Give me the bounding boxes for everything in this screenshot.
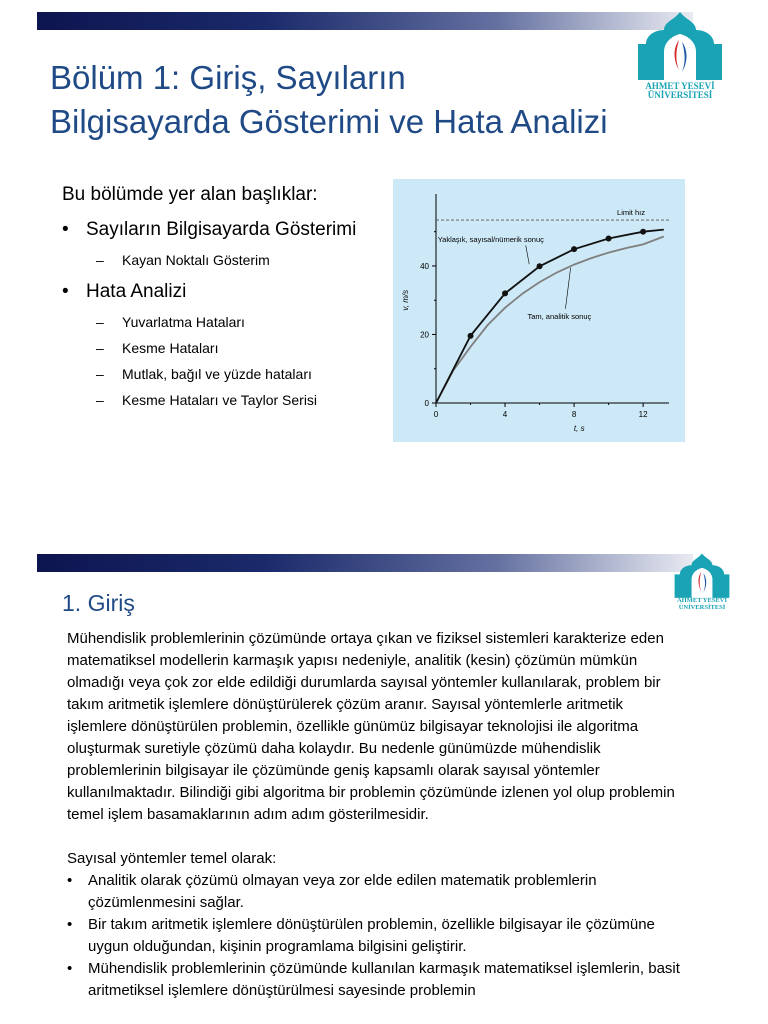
bullet-icon: • (62, 281, 69, 302)
university-logo (672, 552, 732, 616)
topic-item: • Sayıların Bilgisayarda Gösterimi (62, 216, 382, 244)
bullet-icon: • (62, 219, 69, 240)
y-tick-label: 0 (424, 399, 429, 408)
analytic-series-label: Tam, analitik sonuç (527, 312, 592, 322)
logo-caption: AHMET YESEVİ ÜNİVERSİTESİ (676, 597, 728, 611)
list-intro: Sayısal yöntemler temel olarak: (67, 850, 277, 867)
dash-icon: – (96, 314, 104, 330)
x-tick-label: 0 (433, 410, 439, 419)
topics-intro: Bu bölümde yer alan başlıklar: (62, 184, 318, 205)
dash-icon: – (96, 340, 104, 356)
slide-2 (0, 550, 768, 1024)
numeric-data-point (571, 246, 577, 252)
list-item: • Mühendislik problemlerinin çözümünde kullanılan karmaşık matematiksel işlemlerin, basit aritmetiksel işlemlere dönüştürülmesi sayesinde problemin (67, 960, 680, 999)
slide-title (50, 56, 670, 144)
dash-icon: – (96, 252, 104, 268)
slide-separator (0, 540, 768, 550)
x-tick-label: 4 (502, 410, 508, 419)
bullet-icon: • (67, 916, 73, 933)
benefits-list (67, 870, 682, 1002)
list-item: • Analitik olarak çözümü olmayan veya zor elde edilen matematik problemlerin çözümlenmesini sağlar. (67, 872, 597, 911)
numeric-series-label: Yaklaşık, sayısal/nümerik sonuç (437, 234, 544, 244)
dash-icon: – (96, 366, 104, 382)
numeric-data-point (468, 333, 474, 339)
bullet-icon: • (67, 872, 73, 889)
subtopic-item: – Kesme Hataları ve Taylor Serisi (96, 392, 318, 408)
section-title: 1. Giriş (62, 590, 135, 616)
intro-paragraph: Mühendislik problemlerinin çözümünde ortaya çıkan ve fiziksel sistemleri karakterize eden matematiksel modellerin karmaşık yapısı nedeniyle, analitik (kesin) çözümün mümkün olmadığı veya çok zor elde edildiği durumlarda sayısal yöntemler kullanılarak, problem bir takım aritmetik işlemlere dönüştürülerek çözüm aranır. Sayısal yöntemlerle aritmetik işlemlere dönüştürülen problemin, özellikle günümüz bilgisayar teknolojisi ile algoritma oluşturmak suretiyle çözümü daha kolaydır. Bu nedenle günümüzde mühendislik problemlerinin bilgisayar ile çözümünde geniş kapsamlı olarak sayısal yöntemler kullanılmaktadır. Bilindiği gibi algoritma bir problemin çözümünde izlenen yol olup problemin temel işlem basamaklarının adım adım gösterilmesidir. (67, 630, 675, 823)
subtopic-item: – Yuvarlatma Hataları (96, 314, 245, 330)
subtopic-item: – Mutlak, bağıl ve yüzde hataları (96, 366, 312, 382)
numeric-data-point (640, 229, 646, 235)
numeric-data-point (537, 263, 543, 269)
dash-icon: – (96, 392, 104, 408)
numeric-data-point (502, 290, 508, 296)
limit-speed-label: Limit hız (617, 208, 645, 218)
bullet-icon: • (67, 960, 73, 977)
y-tick-label: 40 (420, 261, 429, 271)
body-text (67, 628, 682, 1002)
mosque-logo-icon (672, 552, 732, 598)
y-axis-label: v, m/s (401, 289, 410, 311)
numeric-data-point (606, 236, 612, 242)
subtopic-item: – Kesme Hataları (96, 340, 219, 356)
subtopic-item: – Kayan Noktalı Gösterim (96, 252, 270, 268)
title-line-1: Bölüm 1: Giriş, Sayıların (50, 59, 406, 96)
numeric-label-pointer (526, 245, 529, 264)
x-tick-label: 8 (571, 410, 577, 419)
topic-item: • Hata Analizi (62, 278, 382, 306)
velocity-chart (393, 179, 685, 442)
title-line-2: Bilgisayarda Gösterimi ve Hata Analizi (50, 103, 608, 140)
x-tick-label: 12 (638, 410, 648, 419)
analytic-label-pointer (565, 268, 570, 309)
topics-list (62, 216, 382, 410)
x-axis-label: t, s (573, 424, 585, 433)
header-bar (37, 12, 693, 30)
header-bar (37, 554, 693, 572)
list-item: • Bir takım aritmetik işlemlere dönüştürülen problemin, özellikle bilgisayar ile çözümüne uygun olduğundan, kişinin programlama bilgisini geliştirir. (67, 916, 655, 955)
y-tick-label: 20 (420, 330, 429, 340)
logo-caption: AHMET YESEVİ ÜNİVERSİTESİ (645, 81, 715, 101)
velocity-chart-svg (393, 179, 685, 442)
